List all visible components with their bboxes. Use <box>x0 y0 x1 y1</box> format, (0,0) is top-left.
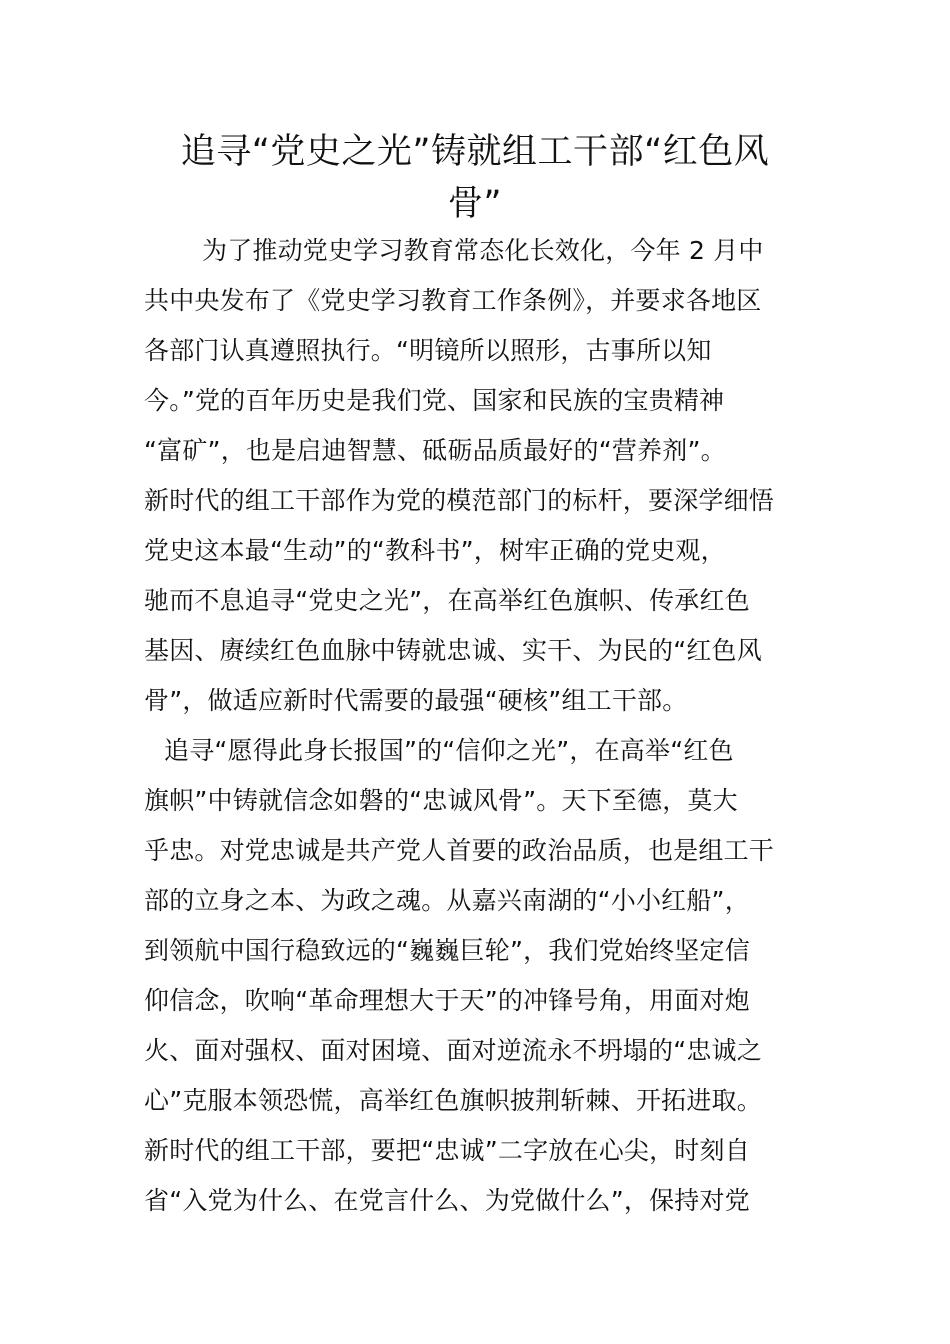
paragraph-2-line-4: 部的立身之本、为政之魂。从嘉兴南湖的“小小红船”， <box>144 886 750 915</box>
paragraph-2-line-2: 旗帜”中铸就信念如磐的“忠诚风骨”。天下至德，莫大 <box>144 786 738 815</box>
paragraph-2-line-1: 追寻“愿得此身长报国”的“信仰之光”，在高举“红色 <box>164 736 734 765</box>
paragraph-1-line-9: 基因、赓续红色血脉中铸就忠诚、实干、为民的“红色风 <box>144 636 762 665</box>
document-title <box>140 126 810 230</box>
paragraph-1-line-6: 新时代的组工干部作为党的模范部门的标杆，要深学细悟 <box>144 486 775 515</box>
paragraph-1-line-7: 党史这本最“生动”的“教科书”，树牢正确的党史观， <box>144 536 726 565</box>
document-body <box>144 226 814 1226</box>
paragraph-1-line-2: 共中央发布了《党史学习教育工作条例》，并要求各地区 <box>144 286 762 315</box>
title-line-1: 追寻“党史之光”铸就组工干部“红色风 <box>180 132 770 172</box>
paragraph-1-line-10: 骨”，做适应新时代需要的最强“硬核”组工干部。 <box>144 686 688 715</box>
paragraph-2-line-7: 火、面对强权、面对困境、面对逆流永不坍塌的“忠诚之 <box>144 1036 762 1065</box>
paragraph-2-line-9: 新时代的组工干部，要把“忠诚”二字放在心尖，时刻自 <box>144 1136 750 1165</box>
paragraph-2-line-10: 省“入党为什么、在党言什么、为党做什么”，保持对党 <box>144 1186 750 1215</box>
paragraph-1-line-4: 今。”党的百年历史是我们党、国家和民族的宝贵精神 <box>144 386 725 415</box>
paragraph-1-line-1: 为了推动党史学习教育常态化长效化，今年 2 月中 <box>202 236 764 265</box>
paragraph-2-line-6: 仰信念，吹响“革命理想大于天”的冲锋号角，用面对炮 <box>144 986 750 1015</box>
paragraph-2-line-5: 到领航中国行稳致远的“巍巍巨轮”，我们党始终坚定信 <box>144 936 750 965</box>
paragraph-1-line-8: 驰而不息追寻“党史之光”，在高举红色旗帜、传承红色 <box>144 586 750 615</box>
paragraph-1-line-5: “富矿”，也是启迪智慧、砥砺品质最好的“营养剂”。 <box>144 436 726 465</box>
paragraph-1-line-3: 各部门认真遵照执行。“明镜所以照形，古事所以知 <box>144 336 712 365</box>
paragraph-2-line-8: 心”克服本领恐慌，高举红色旗帜披荆斩棘、开拓进取。 <box>144 1086 762 1115</box>
title-line-2: 骨” <box>447 184 503 224</box>
paragraph-2-line-3: 乎忠。对党忠诚是共产党人首要的政治品质，也是组工干 <box>144 836 775 865</box>
